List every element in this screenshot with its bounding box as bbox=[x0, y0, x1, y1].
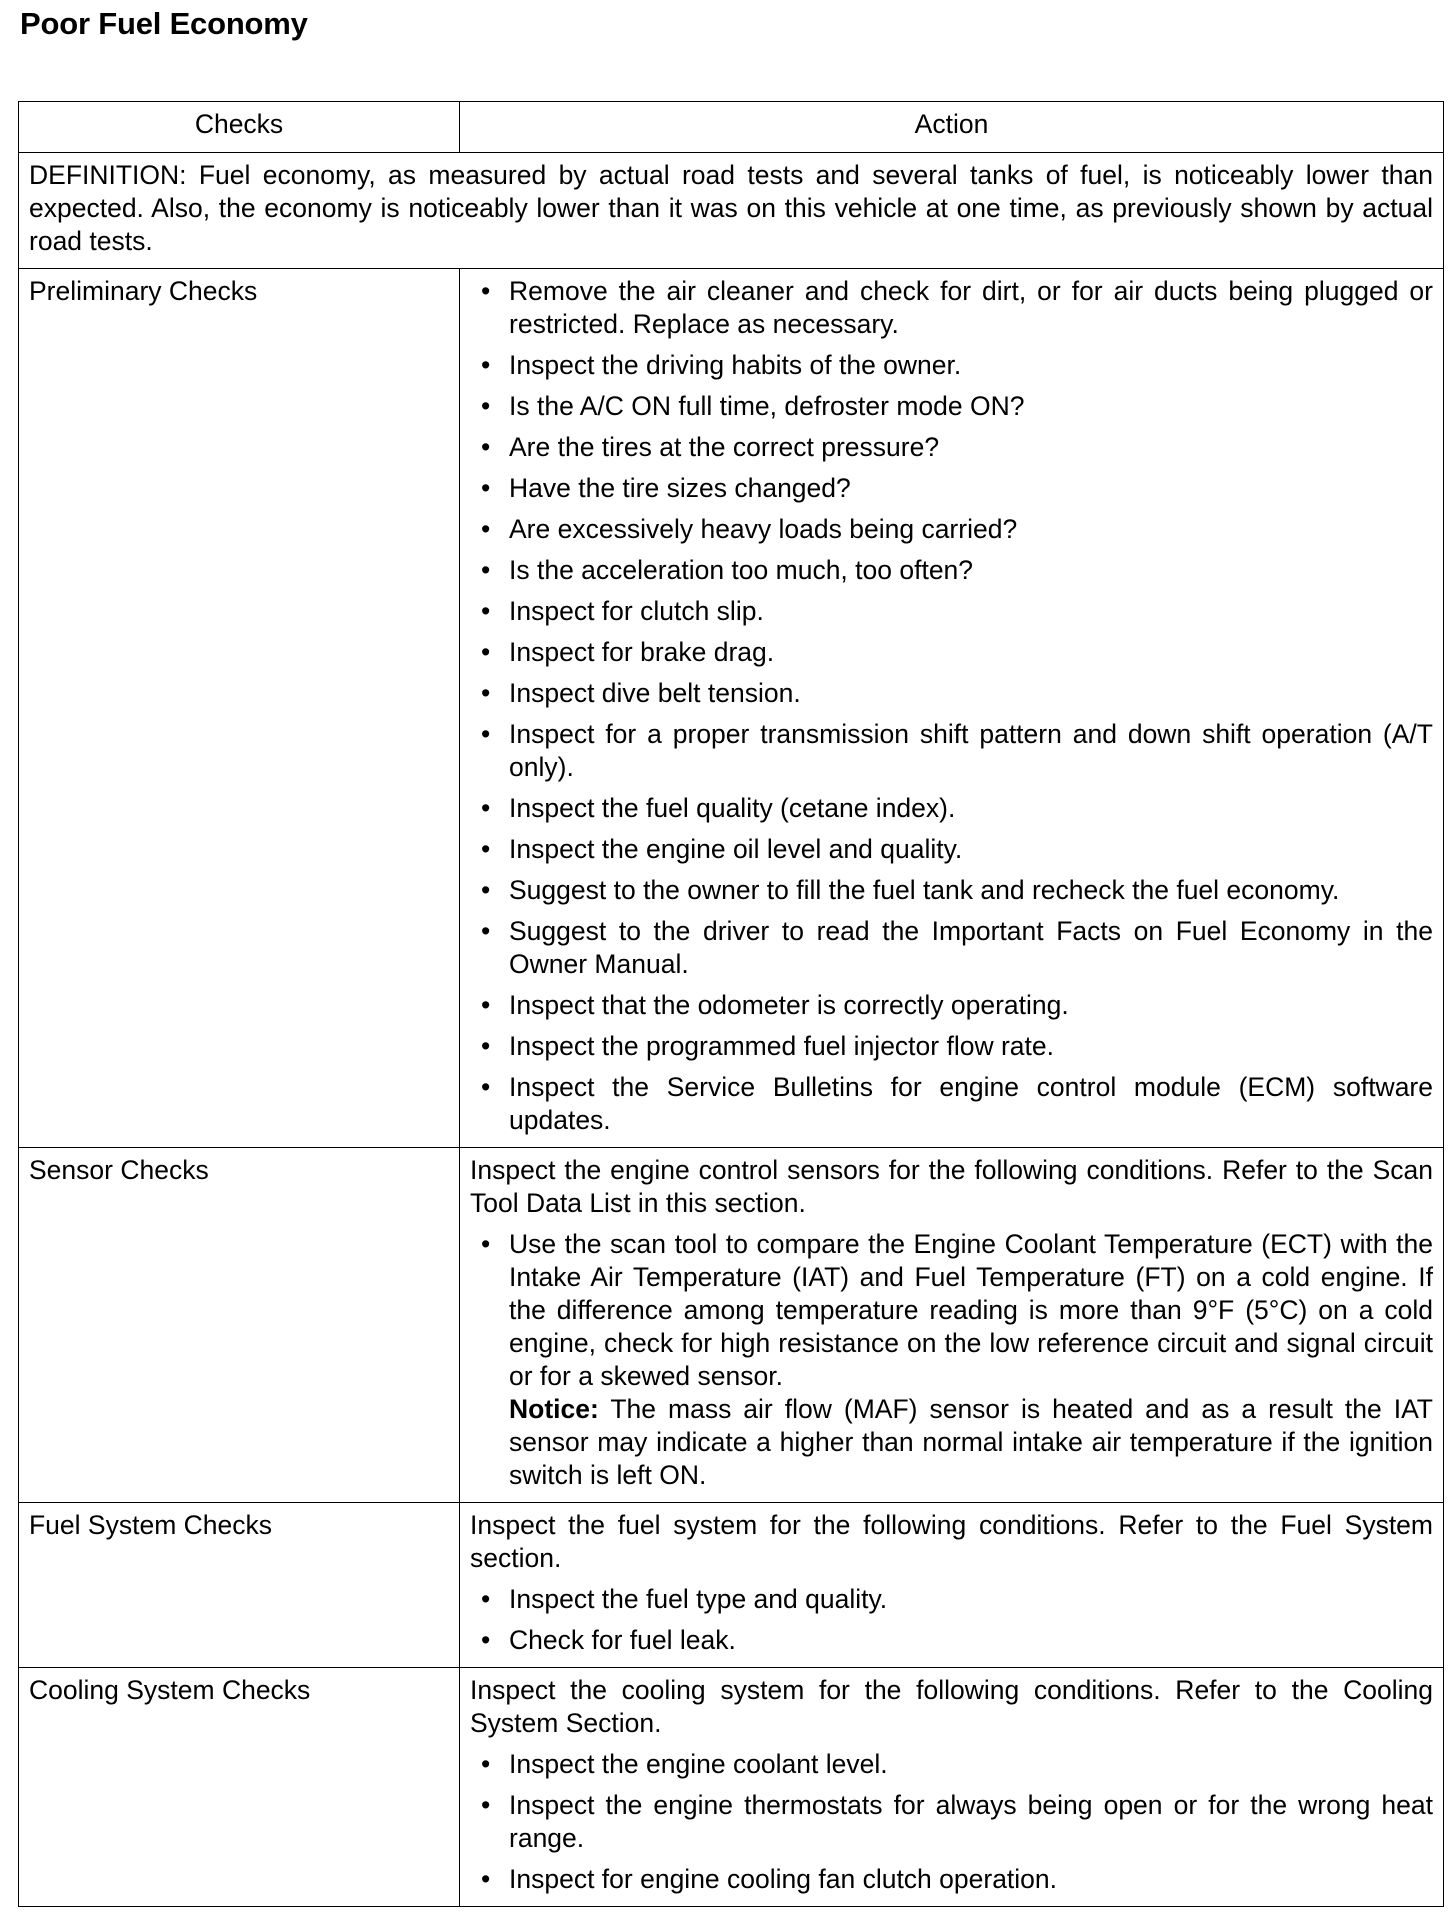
table-row bbox=[19, 1503, 1444, 1668]
list-item: • Inspect the engine coolant level. bbox=[470, 1748, 1433, 1781]
action-cell bbox=[460, 1148, 1444, 1503]
list-item: • Inspect for engine cooling fan clutch operation. bbox=[470, 1863, 1433, 1896]
table-header-row bbox=[19, 102, 1444, 153]
list-item: • Remove the air cleaner and check for dirt, or for air ducts being plugged or restricted. Replace as necessary. bbox=[470, 275, 1433, 341]
action-intro: Inspect the engine control sensors for the following conditions. Refer to the Scan Tool Data List in this section. bbox=[470, 1155, 1433, 1218]
check-category: Cooling System Checks bbox=[19, 1668, 460, 1907]
table-row bbox=[19, 269, 1444, 1148]
list-item: • Inspect the Service Bulletins for engine control module (ECM) software updates. bbox=[470, 1071, 1433, 1137]
list-item: • Suggest to the driver to read the Important Facts on Fuel Economy in the Owner Manual. bbox=[470, 915, 1433, 981]
action-intro: Inspect the fuel system for the following conditions. Refer to the Fuel System section. bbox=[470, 1510, 1433, 1573]
check-category: Preliminary Checks bbox=[19, 269, 460, 1148]
list-item: • Inspect that the odometer is correctly operating. bbox=[470, 989, 1433, 1022]
action-list bbox=[470, 1748, 1433, 1896]
list-item: • Have the tire sizes changed? bbox=[470, 472, 1433, 505]
action-list bbox=[470, 1228, 1433, 1492]
page-title: Poor Fuel Economy bbox=[20, 6, 308, 41]
list-item: • Inspect the fuel quality (cetane index). bbox=[470, 792, 1433, 825]
notice-text bbox=[509, 1393, 1433, 1492]
definition-row bbox=[19, 153, 1444, 269]
action-cell bbox=[460, 269, 1444, 1148]
definition-text: DEFINITION: Fuel economy, as measured by actual road tests and several tanks of fuel, is noticeably lower than expected. Also, the economy is noticeably lower than it was on this vehicle at one time, as previously shown by actual road tests. bbox=[19, 153, 1444, 269]
table-row bbox=[19, 1668, 1444, 1907]
list-item-text: Use the scan tool to compare the Engine Coolant Temperature (ECT) with the Intake Air Temperature (IAT) and Fuel Temperature (FT) on a cold engine. If the difference among temperature reading is more than 9°F (5°C) on a cold engine, check for high resistance on the low reference circuit and signal circuit or for a skewed sensor. bbox=[509, 1229, 1433, 1391]
action-cell bbox=[460, 1668, 1444, 1907]
list-item: • Inspect the programmed fuel injector flow rate. bbox=[470, 1030, 1433, 1063]
action-intro: Inspect the cooling system for the following conditions. Refer to the Cooling System Section. bbox=[470, 1675, 1433, 1738]
list-item: • Suggest to the owner to fill the fuel tank and recheck the fuel economy. bbox=[470, 874, 1433, 907]
list-item: • Is the acceleration too much, too often? bbox=[470, 554, 1433, 587]
checks-column-header: Checks bbox=[19, 102, 460, 153]
notice-label: Notice: bbox=[509, 1394, 599, 1424]
action-cell bbox=[460, 1503, 1444, 1668]
check-category: Sensor Checks bbox=[19, 1148, 460, 1503]
list-item: • Inspect dive belt tension. bbox=[470, 677, 1433, 710]
list-item: • Inspect for a proper transmission shift pattern and down shift operation (A/T only). bbox=[470, 718, 1433, 784]
list-item: • Are excessively heavy loads being carried? bbox=[470, 513, 1433, 546]
list-item: • Inspect for brake drag. bbox=[470, 636, 1433, 669]
list-item: • Inspect for clutch slip. bbox=[470, 595, 1433, 628]
list-item: • Inspect the fuel type and quality. bbox=[470, 1583, 1433, 1616]
list-item: • Inspect the driving habits of the owner. bbox=[470, 349, 1433, 382]
list-item bbox=[470, 1228, 1433, 1492]
list-item: • Inspect the engine thermostats for always being open or for the wrong heat range. bbox=[470, 1789, 1433, 1855]
action-list bbox=[470, 1583, 1433, 1657]
list-item: • Are the tires at the correct pressure? bbox=[470, 431, 1433, 464]
notice-body: The mass air flow (MAF) sensor is heated and as a result the IAT sensor may indicate a higher than normal intake air temperature if the ignition switch is left ON. bbox=[509, 1394, 1433, 1490]
list-item: • Inspect the engine oil level and quality. bbox=[470, 833, 1433, 866]
list-item: • Is the A/C ON full time, defroster mode ON? bbox=[470, 390, 1433, 423]
list-item: • Check for fuel leak. bbox=[470, 1624, 1433, 1657]
action-column-header: Action bbox=[460, 102, 1444, 153]
action-list bbox=[470, 275, 1433, 1137]
check-category: Fuel System Checks bbox=[19, 1503, 460, 1668]
table-row bbox=[19, 1148, 1444, 1503]
diagnostic-table bbox=[18, 101, 1444, 1907]
